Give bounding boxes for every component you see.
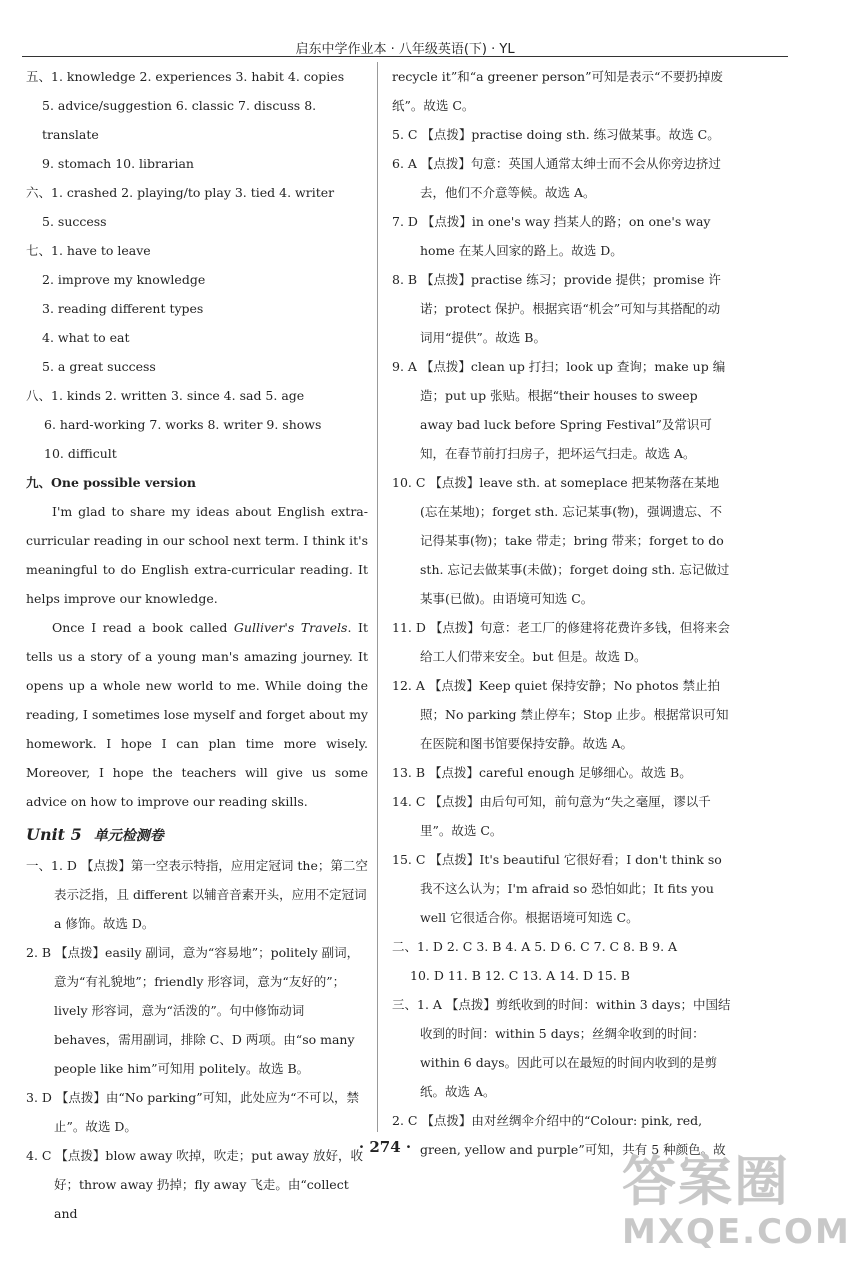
answer-item: 2. C 【点拨】由对丝绸伞介绍中的“Colour: pink, red, green, yellow and purple”可知，共有 5 种颜色。故 <box>392 1113 726 1157</box>
answer-item: 4. C 【点拨】blow away 吹掉，吹走；put away 放好，收好；throw away 扔掉；fly away 飞走。由“collect and <box>26 1148 363 1221</box>
column-divider <box>377 62 378 1132</box>
answer-line: 六、1. crashed 2. playing/to play 3. tied 4. writer <box>26 185 335 200</box>
essay-paragraph <box>26 613 368 816</box>
answer-line: 6. hard-working 7. works 8. writer 9. shows <box>44 417 322 432</box>
answer-item: 6. A 【点拨】句意：英国人通常太绅士而不会从你旁边挤过去，他们不介意等候。故选 A。 <box>392 156 721 200</box>
answer-line: 五、1. knowledge 2. experiences 3. habit 4. copies <box>26 69 345 84</box>
answer-item: 15. C 【点拨】It's beautiful 它很好看；I don't think so 我不这么认为；I'm afraid so 恐怕如此；It fits you well 它很适合你。根据语境可知选 C。 <box>392 852 722 925</box>
book-title: Gulliver's Travels <box>233 620 348 635</box>
answer-item: 10. C 【点拨】leave sth. at someplace 把某物落在某地(忘在某地)；forget sth. 忘记某事(物)，强调遗忘、不记得某事(物)；take 带走；bring 带来；forget to do sth. 忘记去做某事(未做)；forget doing sth. 忘记做过某事(已做)。由语境可知选 C。 <box>392 475 730 606</box>
essay-paragraph: I'm glad to share my ideas about English extra-curricular reading in our school next term. I think it's meaningful to do English extra-curricular reading. It helps improve our knowledge. <box>26 504 368 606</box>
essay-text: . It tells us a story of a young man's amazing journey. It opens up a whole new world to me. While doing the reading, I sometimes lose myself and forget about my homework. I hope I can plan time more wisely. Moreover, I hope the teachers will give us some advice on how to improve our reading skills. <box>26 620 368 809</box>
answer-item: 三、1. A 【点拨】剪纸收到的时间：within 3 days；中国结收到的时间：within 5 days；丝绸伞收到的时间：within 6 days。因此可以在最短的时间内收到的是剪纸。故选 A。 <box>392 997 731 1099</box>
watermark-logo <box>622 1150 851 1272</box>
answer-line: 3. reading different types <box>42 301 204 316</box>
answer-item: 3. D 【点拨】由“No parking”可知，此处应为“不可以，禁止”。故选 D。 <box>26 1090 360 1134</box>
watermark-url: MXQE.COM <box>622 1212 851 1252</box>
answer-item: 7. D 【点拨】in one's way 挡某人的路；on one's way home 在某人回家的路上。故选 D。 <box>392 214 711 258</box>
answer-line: 5. advice/suggestion 6. classic 7. discuss 8. translate <box>42 98 317 142</box>
answer-line: 5. success <box>42 214 107 229</box>
answer-line: 2. improve my knowledge <box>42 272 206 287</box>
right-column <box>392 62 732 1164</box>
essay-text: Once I read a book called <box>52 620 234 635</box>
answer-line: 5. a great success <box>42 359 156 374</box>
answer-item: 13. B 【点拨】careful enough 足够细心。故选 B。 <box>392 765 692 780</box>
header-rule <box>22 56 788 57</box>
answer-line: 八、1. kinds 2. written 3. since 4. sad 5. age <box>26 388 305 403</box>
page-number: · 274 · <box>358 1138 412 1156</box>
essay-title: 九、One possible version <box>26 475 196 490</box>
answer-item: 一、1. D 【点拨】第一空表示特指，应用定冠词 the；第二空表示泛指，且 different 以辅音音素开头，应用不定冠词 a 修饰。故选 D。 <box>26 858 368 931</box>
answer-item: 5. C 【点拨】practise doing sth. 练习做某事。故选 C。 <box>392 127 720 142</box>
unit-title: Unit 5 <box>26 825 82 844</box>
answer-item: 12. A 【点拨】Keep quiet 保持安静；No photos 禁止拍照；No parking 禁止停车；Stop 止步。根据常识可知在医院和图书馆要保持安静。故选 A。 <box>392 678 729 751</box>
answer-item: 8. B 【点拨】practise 练习；provide 提供；promise 许诺；protect 保护。根据宾语“机会”可知与其搭配的动词用“提供”。故选 B。 <box>392 272 721 345</box>
answer-item: recycle it”和“a greener person”可知是表示“不要扔掉废纸”。故选 C。 <box>392 69 723 113</box>
answer-line: 9. stomach 10. librarian <box>42 156 194 171</box>
answer-item: 9. A 【点拨】clean up 打扫；look up 查询；make up 编造；put up 张贴。根据“their houses to sweep away bad luck before Spring Festival”及常识可知，在春节前打扫房子，把坏运气扫走。故选 A。 <box>392 359 726 461</box>
unit-heading <box>26 820 368 851</box>
answer-item: 11. D 【点拨】句意：老工厂的修建将花费许多钱，但将来会给工人们带来安全。but 但是。故选 D。 <box>392 620 730 664</box>
left-column <box>26 62 368 1228</box>
running-header: 启东中学作业本 · 八年级英语(下) · YL <box>295 42 515 57</box>
answer-line: 二、1. D 2. C 3. B 4. A 5. D 6. C 7. C 8. B 9. A <box>392 939 678 954</box>
answer-item: 2. B 【点拨】easily 副词，意为“容易地”；politely 副词，意为“有礼貌地”；friendly 形容词，意为“友好的”；lively 形容词，意为“活泼的”。句中修饰动词 behaves，需用副词，排除 C、D 两项。由“so many people like him”可知用 politely。故选 B。 <box>26 945 360 1076</box>
unit-subtitle: 单元检测卷 <box>93 828 164 844</box>
answer-line: 4. what to eat <box>42 330 130 345</box>
answer-line: 10. difficult <box>44 446 117 461</box>
answer-item: 14. C 【点拨】由后句可知，前句意为“失之毫厘，谬以千里”。故选 C。 <box>392 794 711 838</box>
answer-line: 10. D 11. B 12. C 13. A 14. D 15. B <box>410 968 630 983</box>
answer-line: 七、1. have to leave <box>26 243 151 258</box>
watermark-text: 答案圈 <box>622 1150 790 1213</box>
